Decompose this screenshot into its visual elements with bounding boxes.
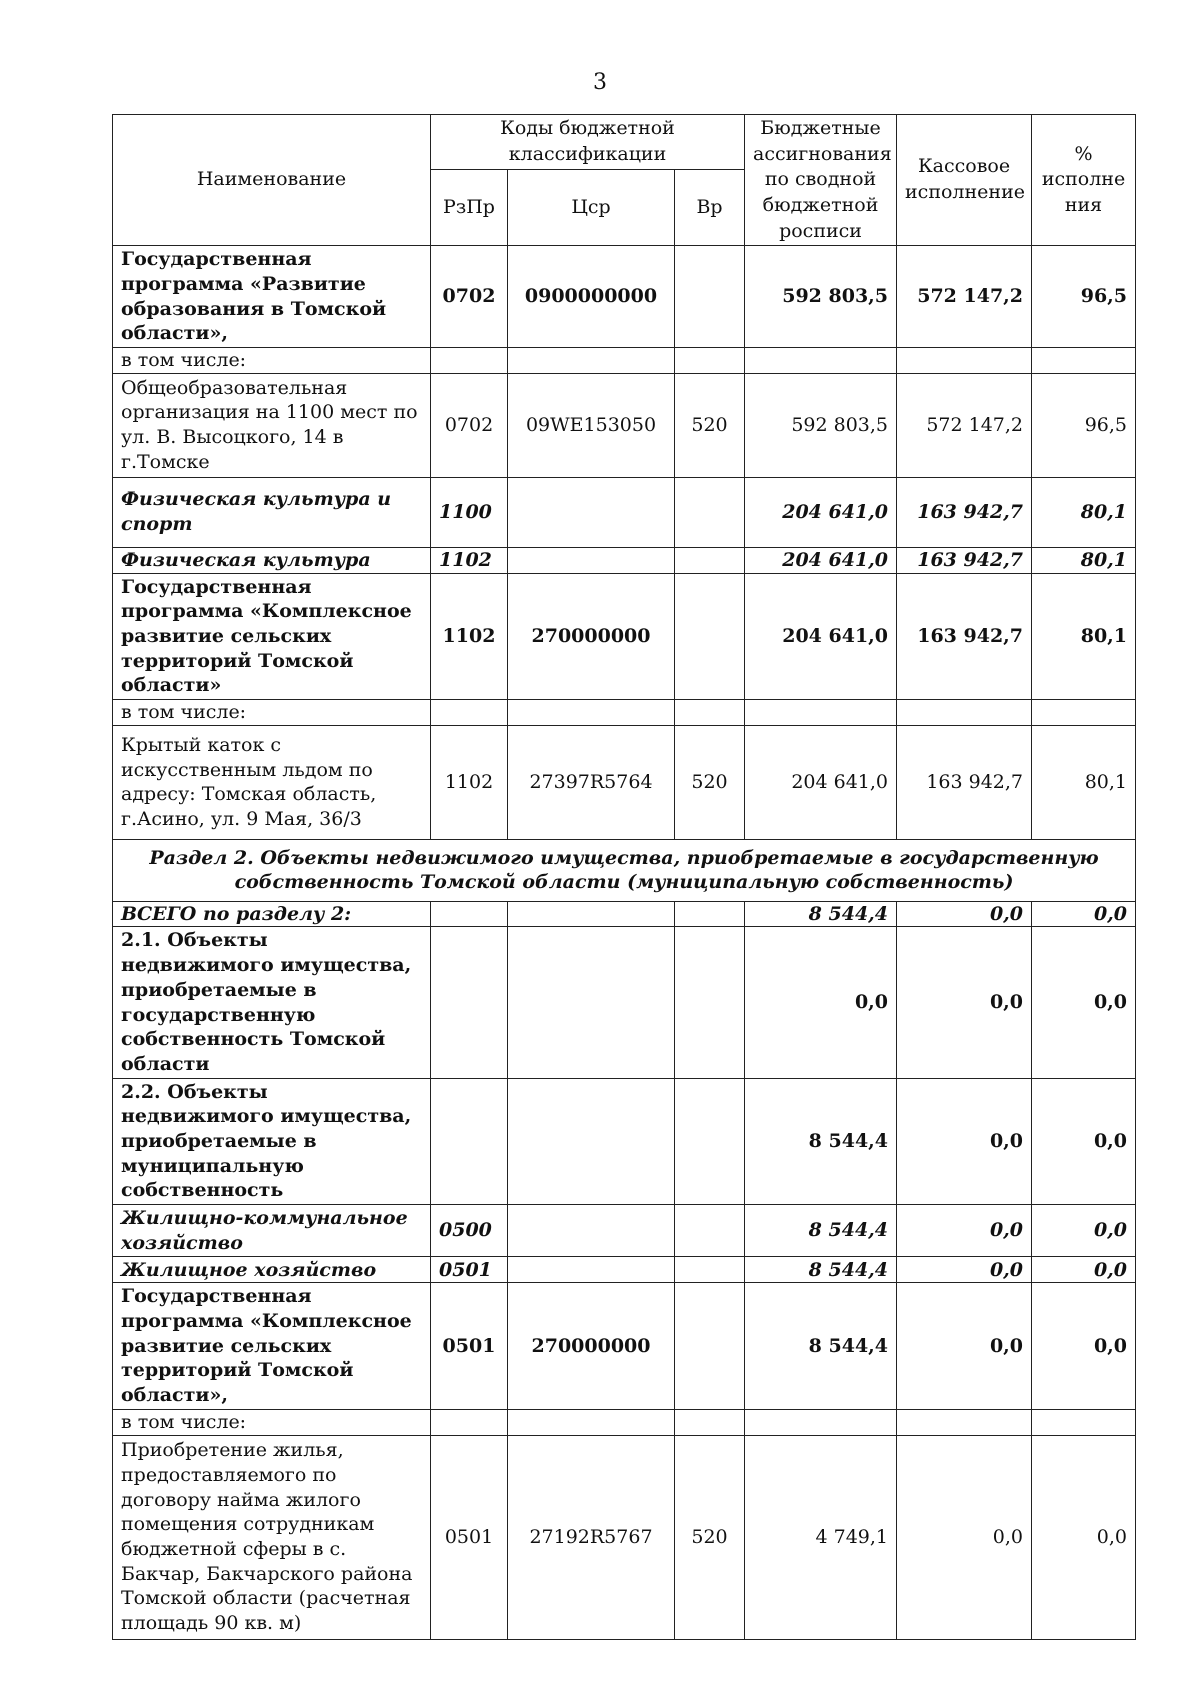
row-vr — [675, 1409, 745, 1435]
row-vr — [675, 477, 745, 547]
row-cash: 0,0 — [897, 1205, 1032, 1257]
table-row — [113, 373, 1136, 477]
row-cash: 163 942,7 — [897, 725, 1032, 839]
table-row — [113, 246, 1136, 348]
row-rzpr: 0501 — [431, 1435, 508, 1639]
row-name: Государственная программа «Развитие образования в Томской области», — [113, 246, 431, 348]
header-vr: Вр — [675, 169, 745, 246]
table-row — [113, 1409, 1136, 1435]
row-cash: 163 942,7 — [897, 573, 1032, 699]
row-alloc: 204 641,0 — [745, 477, 897, 547]
row-alloc: 8 544,4 — [745, 1205, 897, 1257]
row-cash: 572 147,2 — [897, 246, 1032, 348]
table-row — [113, 1283, 1136, 1409]
row-name: Физическая культура и спорт — [113, 477, 431, 547]
row-vr — [675, 573, 745, 699]
row-vr — [675, 1205, 745, 1257]
header-percent: % исполне ния — [1032, 115, 1136, 246]
row-alloc — [745, 347, 897, 373]
row-rzpr — [431, 901, 508, 927]
row-csr: 270000000 — [508, 573, 675, 699]
row-rzpr: 0501 — [431, 1257, 508, 1283]
table-row — [113, 700, 1136, 726]
row-pct: 0,0 — [1032, 1283, 1136, 1409]
row-pct — [1032, 1409, 1136, 1435]
row-pct: 0,0 — [1032, 1435, 1136, 1639]
table-row — [113, 1257, 1136, 1283]
row-name: Жилищно-коммунальное хозяйство — [113, 1205, 431, 1257]
row-vr: 520 — [675, 725, 745, 839]
table-row — [113, 573, 1136, 699]
row-name: Государственная программа «Комплексное развитие сельских территорий Томской области», — [113, 1283, 431, 1409]
row-csr — [508, 1205, 675, 1257]
row-rzpr — [431, 700, 508, 726]
row-csr — [508, 347, 675, 373]
row-name: в том числе: — [113, 1409, 431, 1435]
row-pct: 96,5 — [1032, 373, 1136, 477]
table-row — [113, 477, 1136, 547]
page-number: 3 — [593, 70, 607, 95]
row-cash — [897, 1409, 1032, 1435]
row-csr — [508, 927, 675, 1078]
row-alloc: 204 641,0 — [745, 725, 897, 839]
header-codes: Коды бюджетной классификации — [431, 115, 745, 170]
table-row — [113, 1078, 1136, 1204]
row-cash: 163 942,7 — [897, 477, 1032, 547]
row-alloc: 8 544,4 — [745, 1078, 897, 1204]
row-vr — [675, 700, 745, 726]
row-cash: 0,0 — [897, 1283, 1032, 1409]
row-pct: 0,0 — [1032, 927, 1136, 1078]
row-cash: 0,0 — [897, 1078, 1032, 1204]
row-vr — [675, 347, 745, 373]
table-row — [113, 1205, 1136, 1257]
header-rzpr: РзПр — [431, 169, 508, 246]
row-cash: 0,0 — [897, 901, 1032, 927]
row-pct: 0,0 — [1032, 1205, 1136, 1257]
header-allocations: Бюджетные ассигнования по сводной бюджетной росписи — [745, 115, 897, 246]
row-alloc — [745, 700, 897, 726]
row-vr — [675, 1257, 745, 1283]
row-rzpr: 1102 — [431, 573, 508, 699]
row-cash: 0,0 — [897, 1257, 1032, 1283]
header-name: Наименование — [113, 115, 431, 246]
section-row — [113, 839, 1136, 901]
table-row — [113, 927, 1136, 1078]
row-csr: 270000000 — [508, 1283, 675, 1409]
row-csr — [508, 1257, 675, 1283]
row-cash — [897, 347, 1032, 373]
row-name: Приобретение жилья, предоставляемого по договору найма жилого помещения сотрудникам бюджетной сферы в с. Бакчар, Бакчарского района Томской области (расчетная площадь 90 кв. м) — [113, 1435, 431, 1639]
row-rzpr: 1102 — [431, 547, 508, 573]
row-name: 2.1. Объекты недвижимого имущества, приобретаемые в государственную собственность Томской области — [113, 927, 431, 1078]
row-csr: 27397R5764 — [508, 725, 675, 839]
row-cash — [897, 700, 1032, 726]
table-row — [113, 547, 1136, 573]
row-rzpr — [431, 347, 508, 373]
row-csr — [508, 1078, 675, 1204]
table-header — [113, 115, 1136, 246]
row-alloc — [745, 1409, 897, 1435]
row-vr — [675, 927, 745, 1078]
row-pct: 0,0 — [1032, 1078, 1136, 1204]
header-csr: Цср — [508, 169, 675, 246]
row-name: Физическая культура — [113, 547, 431, 573]
row-rzpr: 1102 — [431, 725, 508, 839]
row-pct: 0,0 — [1032, 1257, 1136, 1283]
row-pct: 80,1 — [1032, 547, 1136, 573]
row-name: Жилищное хозяйство — [113, 1257, 431, 1283]
row-pct: 0,0 — [1032, 901, 1136, 927]
row-rzpr — [431, 927, 508, 1078]
row-vr: 520 — [675, 373, 745, 477]
row-rzpr — [431, 1078, 508, 1204]
row-name: Общеобразовательная организация на 1100 мест по ул. В. Высоцкого, 14 в г.Томске — [113, 373, 431, 477]
row-name: Государственная программа «Комплексное развитие сельских территорий Томской области» — [113, 573, 431, 699]
row-rzpr: 0702 — [431, 373, 508, 477]
row-csr — [508, 901, 675, 927]
row-rzpr: 0500 — [431, 1205, 508, 1257]
row-csr: 27192R5767 — [508, 1435, 675, 1639]
row-csr — [508, 700, 675, 726]
table-row — [113, 725, 1136, 839]
row-name: ВСЕГО по разделу 2: — [113, 901, 431, 927]
row-rzpr: 0501 — [431, 1283, 508, 1409]
row-alloc: 204 641,0 — [745, 573, 897, 699]
row-name: Крытый каток с искусственным льдом по адресу: Томская область, г.Асино, ул. 9 Мая, 36/3 — [113, 725, 431, 839]
row-name: в том числе: — [113, 347, 431, 373]
row-vr: 520 — [675, 1435, 745, 1639]
row-cash: 572 147,2 — [897, 373, 1032, 477]
row-csr — [508, 477, 675, 547]
row-vr — [675, 1078, 745, 1204]
row-name: 2.2. Объекты недвижимого имущества, приобретаемые в муниципальную собственность — [113, 1078, 431, 1204]
row-csr: 0900000000 — [508, 246, 675, 348]
row-pct — [1032, 347, 1136, 373]
row-rzpr: 0702 — [431, 246, 508, 348]
row-cash: 0,0 — [897, 927, 1032, 1078]
table-body — [113, 246, 1136, 1639]
table-row — [113, 347, 1136, 373]
row-rzpr: 1100 — [431, 477, 508, 547]
row-name: в том числе: — [113, 700, 431, 726]
row-vr — [675, 246, 745, 348]
row-csr — [508, 547, 675, 573]
table-row — [113, 1435, 1136, 1639]
row-pct: 96,5 — [1032, 246, 1136, 348]
row-cash: 163 942,7 — [897, 547, 1032, 573]
row-alloc: 8 544,4 — [745, 901, 897, 927]
row-alloc: 0,0 — [745, 927, 897, 1078]
table-row — [113, 901, 1136, 927]
row-vr — [675, 1283, 745, 1409]
row-pct: 80,1 — [1032, 573, 1136, 699]
budget-table — [112, 114, 1136, 1640]
row-cash: 0,0 — [897, 1435, 1032, 1639]
row-rzpr — [431, 1409, 508, 1435]
row-alloc: 8 544,4 — [745, 1283, 897, 1409]
row-alloc: 4 749,1 — [745, 1435, 897, 1639]
section-title: Раздел 2. Объекты недвижимого имущества, приобретаемые в государственную собственность Томской области (муниципальную собственность) — [113, 839, 1136, 901]
row-pct: 80,1 — [1032, 725, 1136, 839]
row-alloc: 592 803,5 — [745, 246, 897, 348]
row-pct — [1032, 700, 1136, 726]
row-pct: 80,1 — [1032, 477, 1136, 547]
row-alloc: 592 803,5 — [745, 373, 897, 477]
row-csr: 09WE153050 — [508, 373, 675, 477]
header-cash: Кассовое исполнение — [897, 115, 1032, 246]
row-vr — [675, 547, 745, 573]
row-csr — [508, 1409, 675, 1435]
row-alloc: 204 641,0 — [745, 547, 897, 573]
row-alloc: 8 544,4 — [745, 1257, 897, 1283]
row-vr — [675, 901, 745, 927]
